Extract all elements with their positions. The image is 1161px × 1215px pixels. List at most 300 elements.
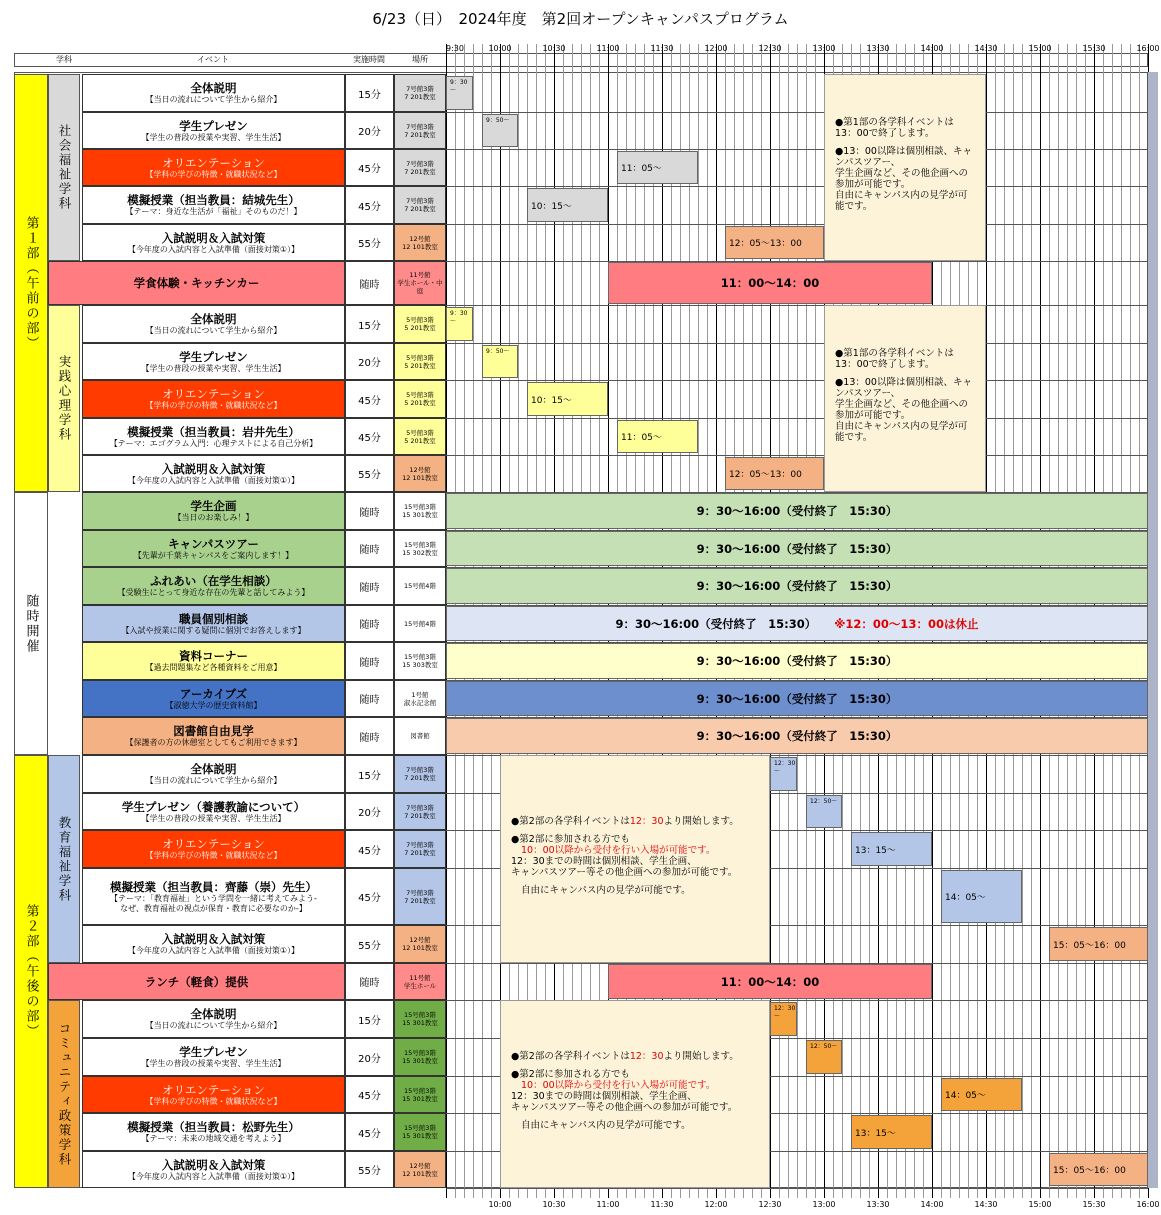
place-line: 学生ホール・中庭 (397, 279, 443, 295)
event-name: 職員個別相談 (179, 611, 248, 626)
event-subtitle: 【学生の普段の授業や実習、学生生活】 (141, 363, 286, 373)
place-line: 図書館 (410, 732, 430, 740)
event-subtitle: 【先輩が千葉キャンパスをご案内します！】 (133, 550, 294, 560)
band-label: 11：00～14：00 (720, 276, 820, 290)
schedule-bar: 12：05～13：00 (725, 457, 824, 490)
schedule-band (446, 531, 1148, 566)
event-name: オリエンテーション (162, 1082, 265, 1097)
tick-bottom-label: 12:00 (704, 1200, 728, 1209)
row-separator (446, 149, 1148, 150)
place-line: 15 301教室 (402, 1094, 438, 1103)
note-text: 12：30 (629, 815, 664, 827)
event-cell (82, 793, 345, 830)
event-cell (82, 1038, 345, 1076)
place-line: 5 201教室 (404, 436, 436, 445)
place-line: 15 301教室 (402, 1019, 438, 1027)
note-line (835, 377, 975, 443)
note-text: ●第2部の各学科イベントは (511, 1050, 630, 1062)
note-text: ●13：00以降は個別相談、キャンパスツアー、 (835, 145, 972, 168)
note-text: 10：00以降から受付を行い入場が可能です。 (521, 844, 716, 856)
schedule-bar: 10：15～ (527, 188, 608, 222)
note-line (511, 1051, 759, 1062)
place-cell (394, 1000, 446, 1038)
schedule-bar: 13：15～ (851, 832, 932, 866)
place-line: 5 201教室 (404, 399, 436, 407)
place-line: 12 101教室 (402, 1169, 438, 1178)
place-cell (394, 530, 446, 567)
note-line (511, 816, 759, 827)
place-line: 11号館 (409, 271, 431, 279)
event-subtitle: 【学科の学びの特徴・就職状況など】 (145, 1096, 282, 1106)
event-subtitle: 【テーマ：身近な生活が「福祉」そのものだ！】 (125, 207, 302, 216)
place-line: 12号館 (409, 936, 431, 944)
tick-top-label: 16:00 (1136, 44, 1160, 53)
place-cell (394, 642, 446, 680)
tick-top-label: 12:00 (704, 44, 728, 53)
duration-cell: 15分 (345, 305, 394, 343)
row-separator (446, 455, 1148, 456)
note-line (835, 117, 975, 139)
place-line: 12 101教室 (402, 944, 438, 952)
schedule-bar: 14：05～ (941, 1078, 1022, 1111)
place-cell (394, 963, 446, 1000)
place-line: 15 301教室 (402, 1132, 438, 1140)
place-line: 7号館3階 (406, 122, 434, 131)
duration-cell: 15分 (345, 755, 394, 793)
schedule-band (446, 606, 1148, 641)
duration-cell: 45分 (345, 1113, 394, 1151)
place-cell (394, 149, 446, 186)
event-subtitle: 【当日の流れについて学生から紹介】 (145, 95, 282, 104)
event-subtitle: 【当日の流れについて学生から紹介】 (145, 1021, 282, 1030)
duration-cell: 随時 (345, 717, 394, 755)
note-line (511, 1120, 759, 1131)
row-separator (446, 224, 1148, 225)
event-cell (82, 224, 345, 261)
event-cell (82, 605, 345, 642)
note-text: 12：30までの時間は個別相談、学生企画、 (511, 855, 697, 867)
place-line: 学生ホール (403, 981, 437, 990)
event-subtitle: 【淑徳大学の歴史資料館】 (165, 700, 262, 710)
schedule-band (608, 262, 932, 304)
place-cell (394, 680, 446, 717)
tick-top-label: 14:30 (974, 44, 998, 53)
row-separator (446, 380, 1148, 381)
place-cell (394, 868, 446, 925)
event-subtitle: 【学生の普段の授業や実習、学生生活】 (141, 813, 286, 823)
event-name: 模擬授業（担当教員：齊藤（崇）先生） (110, 879, 317, 894)
event-cell (82, 418, 345, 455)
band-label: 9：30～16:00（受付終了 15:30） (696, 541, 898, 556)
duration-cell: 55分 (345, 1151, 394, 1188)
header-place: 場所 (412, 55, 428, 64)
event-subtitle: 【今年度の入試内容と入試準備（面接対策①）】 (127, 1171, 300, 1181)
note-line (511, 834, 759, 878)
event-name: 入試説明＆入試対策 (161, 461, 266, 476)
event-cell (82, 74, 345, 112)
note-text: キャンパスツアー等その他企画への参加が可能です。 (511, 1101, 738, 1113)
schedule-bar: 15：05～16：00 (1049, 1153, 1148, 1186)
duration-cell: 15分 (345, 1000, 394, 1038)
event-cell (82, 186, 345, 224)
schedule-bar: 12：50～ (806, 1040, 842, 1074)
dept-label: 実践心理学科 (48, 305, 80, 492)
place-line: 7 201教室 (404, 849, 436, 857)
band-label: 9：30～16:00（受付終了 15:30） (696, 654, 898, 668)
info-note (824, 305, 986, 492)
place-cell (394, 605, 446, 642)
event-cell (82, 1000, 345, 1038)
place-line: 5 201教室 (404, 361, 436, 370)
event-subtitle: 【今年度の入試内容と入試準備（面接対策①）】 (127, 475, 300, 485)
band-note-red: ※12：00～13：00は休止 (834, 616, 979, 631)
tick-bottom-label: 15:30 (1082, 1200, 1106, 1209)
place-line: 5号館3階 (406, 428, 434, 437)
place-line: 7 201教室 (404, 811, 436, 820)
note-text: 12：30までの時間は個別相談、学生企画、 (511, 1090, 697, 1102)
place-line: 7号館3階 (406, 85, 434, 93)
note-line (835, 146, 975, 212)
duration-cell: 45分 (345, 1076, 394, 1113)
tick-top-label: 13:00 (812, 44, 836, 53)
duration-cell: 45分 (345, 149, 394, 186)
place-cell (394, 74, 446, 112)
event-name: 模擬授業（担当教員：結城先生） (127, 193, 300, 207)
event-name: 資料コーナー (179, 649, 248, 663)
place-line: 15号館3階 (404, 1011, 436, 1019)
place-cell (394, 1151, 446, 1188)
row-separator (446, 186, 1148, 187)
place-line: 7号館3階 (406, 841, 434, 849)
event-subtitle: 【テーマ：未来の地域交通を考えよう】 (141, 1134, 286, 1143)
duration-cell: 55分 (345, 925, 394, 963)
place-cell (394, 830, 446, 868)
place-line: 7 201教室 (404, 130, 436, 139)
event-name: 入試説明＆入試対策 (161, 932, 266, 946)
section-label: 第２部（午後の部） (14, 755, 48, 1188)
event-name: 入試説明＆入試対策 (161, 230, 266, 245)
schedule-bar: 14：05～ (941, 870, 1022, 923)
schedule-band (446, 681, 1148, 716)
tick-top-label: 13:30 (866, 44, 890, 53)
schedule-bar: 10：15～ (527, 382, 608, 416)
place-line: 15 301教室 (402, 511, 438, 519)
place-line: 15号館3階 (404, 1049, 436, 1057)
place-cell (394, 755, 446, 793)
note-text: 自由にキャンパス内の見学が可能です。 (835, 420, 968, 443)
band-label: 9：30～16:00（受付終了 15:30） (696, 579, 898, 593)
event-name: オリエンテーション (162, 837, 265, 851)
event-subtitle: 【受験生にとって身近な存在の先輩と話してみよう】 (117, 588, 310, 597)
tick-top-label: 11:00 (596, 44, 620, 53)
place-line: 15号館3階 (404, 503, 436, 511)
schedule-bar: 9：50～ (482, 114, 518, 147)
tick-bottom-label: 14:30 (974, 1200, 998, 1209)
dept-label: 教育福祉学科 (48, 755, 80, 963)
event-subtitle: 【学科の学びの特徴・就職状況など】 (145, 851, 282, 860)
tick-top-label: 15:30 (1082, 44, 1106, 53)
place-cell (394, 1038, 446, 1076)
tick-bottom-label: 15:00 (1028, 1200, 1052, 1209)
tick-bottom-label: 14:00 (920, 1200, 944, 1209)
place-line: 1号館 (411, 690, 429, 699)
place-cell (394, 567, 446, 605)
event-cell (82, 380, 345, 418)
duration-cell: 随時 (345, 567, 394, 605)
info-note (500, 1000, 770, 1188)
note-line (835, 348, 975, 370)
place-cell (394, 186, 446, 224)
event-name: ふれあい（在学生相談） (150, 574, 277, 588)
place-line: 12号館 (409, 465, 431, 474)
note-line (511, 1069, 759, 1113)
place-line: 7 201教室 (404, 205, 436, 213)
event-subtitle: 【学科の学びの特徴・就職状況など】 (145, 401, 282, 410)
duration-cell: 随時 (345, 261, 394, 305)
place-cell (394, 380, 446, 418)
duration-cell: 45分 (345, 418, 394, 455)
tick-top-label: 11:30 (650, 44, 674, 53)
duration-cell: 20分 (345, 1038, 394, 1076)
tick-top-label: 9:30 (446, 44, 464, 53)
event-cell (82, 492, 345, 530)
tick-top-label: 15:00 (1028, 44, 1052, 53)
duration-cell: 随時 (345, 680, 394, 717)
place-line: 5 201教室 (404, 324, 436, 332)
event-subtitle: 【当日の流れについて学生から紹介】 (145, 776, 282, 785)
place-cell (394, 343, 446, 380)
event-cell (82, 149, 345, 186)
event-cell (48, 261, 345, 305)
note-text: ●第2部に参加される方でも (511, 1068, 630, 1080)
timeline-right-edge (1148, 72, 1158, 1188)
event-cell (82, 112, 345, 149)
place-line: 15号館3階 (404, 1086, 436, 1095)
place-cell (394, 455, 446, 492)
place-cell (394, 418, 446, 455)
event-name: 学食体験・キッチンカー (133, 276, 260, 290)
schedule-band (446, 643, 1148, 679)
tick-bottom-label: 11:30 (650, 1200, 674, 1209)
tick-bottom-label: 10:00 (488, 1200, 512, 1209)
duration-cell: 20分 (345, 343, 394, 380)
event-cell (82, 305, 345, 343)
note-line (511, 885, 759, 896)
duration-cell: 随時 (345, 642, 394, 680)
tick-top-label: 14:00 (920, 44, 944, 53)
event-name: キャンパスツアー (168, 536, 259, 551)
place-line: 15号館4階 (404, 582, 436, 590)
event-cell (82, 567, 345, 605)
tick-bottom-label: 16:00 (1136, 1200, 1160, 1209)
place-cell (394, 492, 446, 530)
place-line: 15 303教室 (402, 661, 438, 669)
event-name: 模擬授業（担当教員：松野先生） (127, 1120, 300, 1134)
note-text: 自由にキャンパス内の見学が可能です。 (835, 189, 968, 212)
event-cell (82, 530, 345, 567)
event-cell (82, 830, 345, 868)
note-text: 学生企画など、その他企画への参加が可能です。 (835, 167, 969, 190)
schedule-bar: 12：30～ (770, 1002, 797, 1036)
place-cell (394, 1076, 446, 1113)
row-separator (446, 343, 1148, 344)
tick-top-label: 12:30 (758, 44, 782, 53)
event-subtitle: 【今年度の入試内容と入試準備（面接対策①）】 (127, 244, 300, 254)
event-name: オリエンテーション (162, 387, 265, 401)
event-cell (82, 1076, 345, 1113)
schedule-bar: 12：50～ (806, 795, 842, 828)
note-text: 自由にキャンパス内の見学が可能です。 (521, 884, 691, 896)
duration-cell: 45分 (345, 380, 394, 418)
event-name: ランチ（軽食）提供 (144, 974, 249, 989)
event-name: 学生プレゼン (179, 349, 248, 364)
tick-top-label: 10:00 (488, 44, 512, 53)
place-cell (394, 717, 446, 755)
place-line: 7 201教室 (404, 774, 436, 782)
section-label: 第１部（午前の部） (14, 74, 48, 492)
schedule-bar: 9：30～ (446, 76, 473, 110)
event-subtitle: 【テーマ：「教育福祉」という学問を一緒に考えてみよう- (110, 893, 317, 903)
event-name: 学生企画 (190, 499, 237, 513)
duration-cell: 55分 (345, 455, 394, 492)
event-cell (82, 925, 345, 963)
place-line: 7 201教室 (404, 167, 436, 176)
event-cell (82, 343, 345, 380)
place-line: 7 201教室 (404, 896, 436, 905)
section-label: 随時開催 (14, 492, 48, 755)
place-line: 12号館 (409, 1161, 431, 1170)
row-separator (446, 1188, 1148, 1189)
schedule-bar: 9：30～ (446, 307, 473, 341)
note-text: キャンパスツアー等その他企画への参加が可能です。 (511, 866, 738, 878)
schedule-bar: 12：30～ (770, 757, 797, 791)
event-subtitle: 【学生の普段の授業や実習、学生生活】 (141, 1059, 286, 1068)
place-line: 15号館3階 (404, 653, 436, 661)
schedule-bar: 15：05～16：00 (1049, 927, 1148, 961)
tick-bottom-label: 10:30 (542, 1200, 566, 1209)
event-cell (82, 680, 345, 717)
duration-cell: 20分 (345, 112, 394, 149)
event-cell (82, 1113, 345, 1151)
band-label: 9：30～16:00（受付終了 15:30） (615, 616, 817, 631)
place-line: 7号館3階 (406, 888, 434, 897)
info-note (824, 74, 986, 261)
schedule-band (608, 964, 932, 999)
place-line: 7号館3階 (406, 803, 434, 812)
place-line: 15 301教室 (402, 1057, 438, 1065)
info-note (500, 755, 770, 963)
event-name: 全体説明 (190, 762, 237, 776)
place-line: 淑水記念館 (403, 698, 437, 707)
event-cell (82, 455, 345, 492)
band-label: 9：30～16:00（受付終了 15:30） (696, 729, 898, 743)
schedule-band (446, 493, 1148, 529)
place-cell (394, 925, 446, 963)
place-cell (394, 261, 446, 305)
place-line: 15号館3階 (404, 540, 436, 549)
place-line: 5号館3階 (406, 391, 434, 399)
note-text: 12：30 (629, 1050, 664, 1062)
duration-cell: 45分 (345, 868, 394, 925)
tick-bottom-label: 12:30 (758, 1200, 782, 1209)
duration-cell: 15分 (345, 74, 394, 112)
tick-bottom-label: 11:00 (596, 1200, 620, 1209)
place-line: 15号館3階 (404, 1124, 436, 1132)
event-name: オリエンテーション (162, 155, 265, 170)
place-line: 12 101教室 (402, 473, 438, 482)
event-subtitle: 【今年度の入試内容と入試準備（面接対策①）】 (127, 946, 300, 955)
place-cell (394, 305, 446, 343)
event-subtitle-2: なぜ、教育福祉の視点が保育・教育に必要なのか-】 (120, 903, 307, 913)
duration-cell: 55分 (345, 224, 394, 261)
event-cell (82, 755, 345, 793)
duration-cell: 随時 (345, 963, 394, 1000)
event-name: 入試説明＆入試対策 (161, 1157, 266, 1172)
duration-cell: 随時 (345, 605, 394, 642)
event-name: 模擬授業（担当教員：岩井先生） (127, 424, 300, 439)
note-text: ●第2部の各学科イベントは (511, 815, 630, 827)
page-title: 6/23（日） 2024年度 第2回オープンキャンパスプログラム (372, 10, 789, 28)
schedule-bar: 13：15～ (851, 1115, 932, 1149)
event-name: アーカイブズ (179, 686, 248, 701)
event-cell (48, 963, 345, 1000)
event-subtitle: 【学科の学びの特徴・就職状況など】 (145, 169, 282, 179)
event-subtitle: 【テーマ：エゴグラム入門：心理テストによる自己分析】 (109, 438, 318, 448)
header-event: イベント (197, 55, 229, 64)
event-cell (82, 642, 345, 680)
duration-cell: 45分 (345, 186, 394, 224)
note-text: ●第1部の各学科イベントは13：00で終了します。 (835, 347, 954, 370)
note-text: 10：00以降から受付を行い入場が可能です。 (521, 1079, 716, 1091)
place-line: 15 302教室 (402, 548, 438, 557)
event-subtitle: 【当日の流れについて学生から紹介】 (145, 326, 282, 335)
place-line: 5号館3階 (406, 353, 434, 362)
event-subtitle: 【当日のお楽しみ！】 (173, 513, 254, 522)
band-label: 9：30～16:00（受付終了 15:30） (696, 504, 898, 518)
tick-bottom-label: 13:30 (866, 1200, 890, 1209)
note-text: より開始します。 (663, 815, 739, 827)
event-subtitle: 【学生の普段の授業や実習、学生生活】 (141, 132, 286, 142)
note-text: ●第1部の各学科イベントは13：00で終了します。 (835, 116, 954, 139)
schedule-bar: 11：05～ (617, 151, 698, 184)
band-label: 9：30～16:00（受付終了 15:30） (696, 691, 898, 706)
event-cell (82, 1151, 345, 1188)
row-separator (446, 305, 1148, 306)
header-duration: 実施時間 (353, 55, 385, 64)
place-line: 15号館4階 (404, 619, 436, 628)
duration-cell: 随時 (345, 492, 394, 530)
event-name: 全体説明 (190, 1007, 237, 1021)
tick-top-label: 10:30 (542, 44, 566, 53)
place-cell (394, 793, 446, 830)
place-cell (394, 224, 446, 261)
place-line: 12 101教室 (402, 242, 438, 251)
schedule-band (446, 568, 1148, 604)
place-line: 7号館3階 (406, 197, 434, 205)
event-name: 学生プレゼン (179, 1045, 248, 1059)
event-name: 学生プレゼン（養護教諭について） (121, 799, 306, 814)
event-subtitle: 【過去問題集など各種資料をご用意】 (145, 663, 282, 672)
event-cell (82, 868, 345, 925)
note-text: より開始します。 (663, 1050, 739, 1062)
place-line: 5号館3階 (406, 316, 434, 324)
schedule-bar: 9：50～ (482, 345, 518, 378)
place-cell (394, 1113, 446, 1151)
duration-cell: 随時 (345, 530, 394, 567)
place-line: 7 201教室 (404, 93, 436, 101)
place-line: 7号館3階 (406, 159, 434, 168)
schedule-bar: 11：05～ (617, 420, 698, 453)
